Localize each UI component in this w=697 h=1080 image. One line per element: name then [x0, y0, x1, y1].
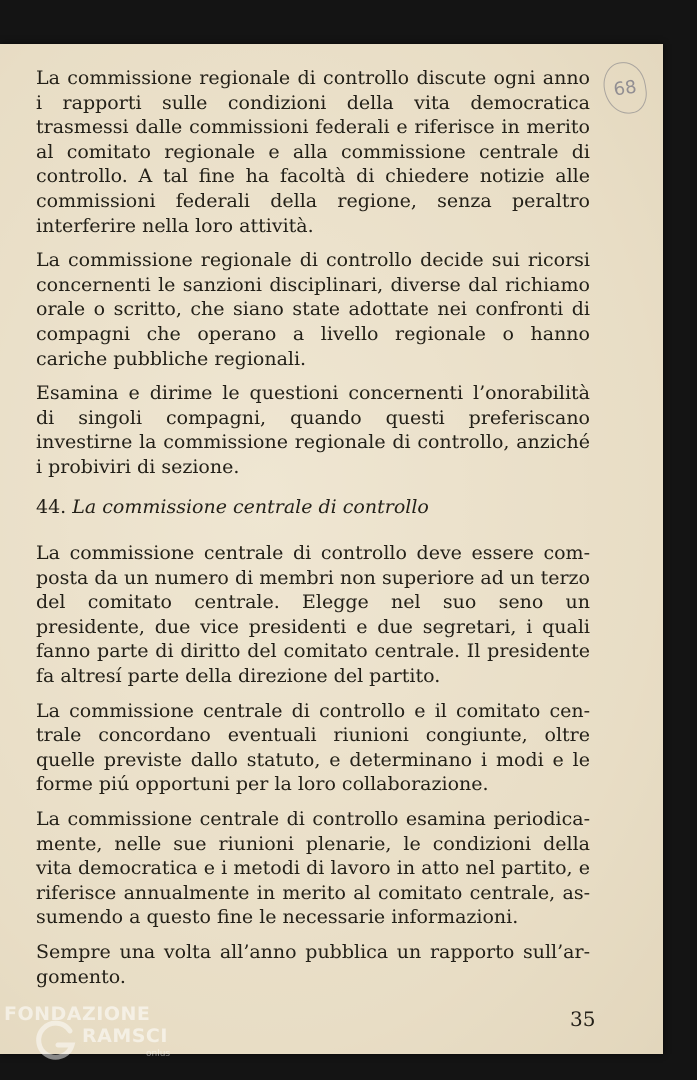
section-heading	[36, 496, 429, 518]
paragraph: La commissione centrale di controllo deve essere composta da un numero di membri non superiore ad un terzo del comitato centrale. Elegge nel suo seno un presidente, due vice presidenti e due segretari, i quali fanno parte di diritto del comitato centrale. Il presidente fa altresí parte della direzione del partito.	[36, 542, 590, 687]
paragraph: Sempre una volta all’anno pubblica un rapporto sull’argomento.	[36, 940, 590, 988]
document-page	[0, 44, 663, 1054]
watermark-line2: RAMSCI	[82, 1025, 168, 1047]
paragraph: La commissione regionale di controllo decide sui ricorsi concernenti le sanzioni disciplinari, diverse dal richiamo orale o scritto, che siano state adottate nei confronti di compagni che operano a livello regionale o hanno cariche pubbliche regionali.	[36, 249, 590, 370]
watermark-line1: FONDAZIONE	[4, 1003, 151, 1025]
bottom-text-block	[36, 541, 590, 999]
annotation-text: 68	[612, 76, 638, 100]
watermark-line3: onlus	[146, 1049, 171, 1059]
paragraph: La commissione centrale di controllo e il comitato centrale concordano eventuali riunioni congiunte, oltre quelle previste dallo statuto, e determinano i modi e le forme piú opportuni per la loro collaborazione.	[36, 699, 590, 796]
paragraph: La commissione regionale di controllo discute ogni anno i rapporti sulle condizioni della vita democratica trasmessi dalle commissioni federali e riferisce in merito al comitato regionale e alla commissione centrale di controllo. A tal fine ha facoltà di chiedere notizie alle commissioni federali della regione, senza peraltro interferire nella loro attività.	[36, 67, 590, 237]
top-text-block	[36, 66, 590, 490]
section-number: 44.	[36, 496, 67, 518]
page-number: 35	[570, 1007, 596, 1031]
section-title: La commissione centrale di controllo	[72, 496, 429, 518]
handwritten-annotation	[601, 59, 650, 116]
paragraph: La commissione centrale di controllo esamina periodicamente, nelle sue riunioni plenarie, le condizioni della vita democratica e i metodi di lavoro in atto nel partito, e riferisce annualmente in merito al comitato centrale, assumendo a questo fine le necessarie informazioni.	[36, 807, 590, 929]
paragraph: Esamina e dirime le questioni concernenti l’onorabilità di singoli compagni, quando questi preferiscano investirne la commissione regionale di controllo, anziché i probiviri di sezione.	[36, 382, 590, 478]
